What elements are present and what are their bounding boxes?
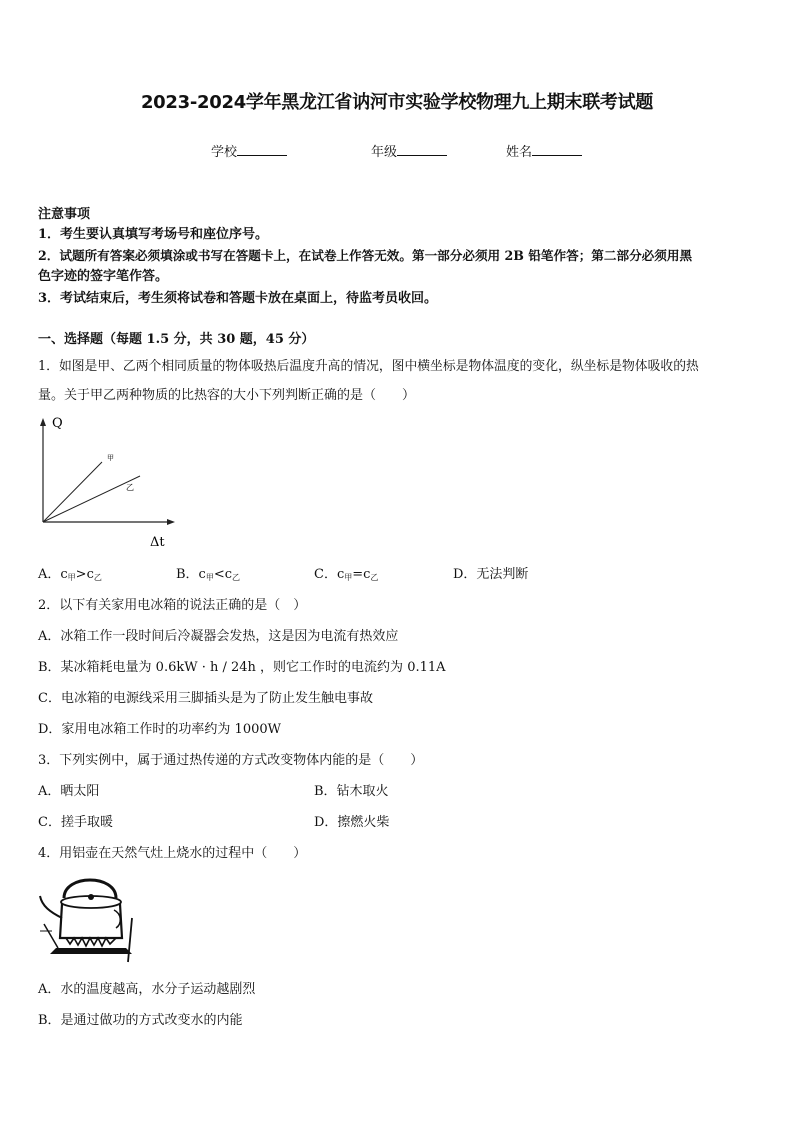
q1-c-sub2: 乙: [370, 573, 379, 582]
q2-option-b[interactable]: B．某冰箱耗电量为 0.6kW · h / 24h ，则它工作时的电流约为 0.11A: [38, 660, 446, 675]
q-delta-t-graph: [30, 410, 190, 555]
line-yi-label: 乙: [126, 483, 134, 492]
q1-a-op: >c: [75, 567, 94, 582]
line-jia-label: 甲: [107, 454, 114, 462]
kettle-body: [60, 904, 122, 938]
q1-b-op: <c: [213, 567, 233, 582]
q1-a-sub1: 甲: [67, 573, 76, 582]
q1-a-sub2: 乙: [93, 573, 102, 582]
q1-stem-line1: 1．如图是甲、乙两个相同质量的物体吸热后温度升高的情况，图中横坐标是物体温度的变化，纵坐标是物体吸收的热: [38, 359, 699, 374]
grade-field: [371, 141, 447, 160]
q2-option-d[interactable]: D．家用电冰箱工作时的功率约为 1000W: [38, 722, 282, 737]
q1-option-b[interactable]: [176, 563, 240, 583]
q3-option-d[interactable]: D．擦燃火柴: [314, 815, 390, 830]
exam-title: 2023-2024学年黑龙江省讷河市实验学校物理九上期末联考试题: [140, 92, 654, 113]
kettle-spout: [40, 896, 62, 918]
notice-item-3: 3．考试结束后，考生须将试卷和答题卡放在桌面上，待监考员收回。: [38, 291, 438, 306]
x-axis-label: Δt: [150, 535, 165, 550]
school-field: [211, 141, 287, 160]
q3-option-c[interactable]: C．搓手取暖: [38, 815, 113, 830]
q1-b-prefix: B．c: [176, 567, 206, 582]
q2-option-c[interactable]: C．电冰箱的电源线采用三脚插头是为了防止发生触电事故: [38, 691, 373, 706]
name-label: 姓名: [506, 145, 533, 160]
school-blank: [237, 143, 287, 156]
q3-stem: 3．下列实例中，属于通过热传递的方式改变物体内能的是（ ）: [38, 753, 424, 768]
section-heading: 一、选择题（每题 1.5 分，共 30 题，45 分）: [38, 332, 315, 347]
line-jia: [43, 462, 102, 522]
notice-item-2-cont: 色字迹的签字笔作答。: [38, 269, 169, 284]
q4-stem: 4．用铝壶在天然气灶上烧水的过程中（ ）: [38, 846, 307, 861]
notice-item-1: 1．考生要认真填写考场号和座位序号。: [38, 227, 269, 242]
q4-option-b[interactable]: B．是通过做功的方式改变水的内能: [38, 1013, 243, 1028]
q1-c-sub1: 甲: [344, 573, 353, 582]
kettle-on-stove-image: [36, 868, 146, 966]
grade-label: 年级: [371, 145, 398, 160]
q1-a-prefix: A．c: [38, 567, 68, 582]
grade-blank: [397, 143, 447, 156]
q4-option-a[interactable]: A．水的温度越高，水分子运动越剧烈: [38, 982, 256, 997]
kettle-knob: [88, 894, 94, 900]
q1-option-c[interactable]: [314, 563, 378, 583]
stove-leg-right: [128, 918, 132, 962]
name-blank: [532, 143, 582, 156]
q1-stem-line2: 量。关于甲乙两种物质的比热容的大小下列判断正确的是（ ）: [38, 388, 416, 403]
q1-b-sub1: 甲: [205, 573, 214, 582]
name-field: [506, 141, 582, 160]
y-axis-arrow: [40, 418, 46, 426]
flame: [66, 938, 116, 946]
y-axis-label: Q: [52, 416, 63, 431]
q2-option-a[interactable]: A．冰箱工作一段时间后冷凝器会发热，这是因为电流有热效应: [38, 629, 399, 644]
notice-heading: 注意事项: [38, 207, 91, 222]
q1-b-sub2: 乙: [232, 573, 241, 582]
x-axis-arrow: [167, 519, 175, 525]
stove-burner: [50, 948, 132, 954]
q1-c-op: =c: [352, 567, 371, 582]
q3-option-b[interactable]: B．钻木取火: [314, 784, 389, 799]
q1-option-d[interactable]: D．无法判断: [453, 567, 529, 582]
stove-leg-left: [44, 924, 58, 948]
school-label: 学校: [211, 145, 238, 160]
q1-option-a[interactable]: [38, 563, 102, 583]
notice-item-2: 2．试题所有答案必须填涂或书写在答题卡上，在试卷上作答无效。第一部分必须用 2B 铅笔作答；第二部分必须用黑: [38, 248, 693, 263]
q3-option-a[interactable]: A．晒太阳: [38, 784, 100, 799]
q1-c-prefix: C．c: [314, 567, 345, 582]
q2-stem: 2．以下有关家用电冰箱的说法正确的是（ ）: [38, 598, 307, 613]
